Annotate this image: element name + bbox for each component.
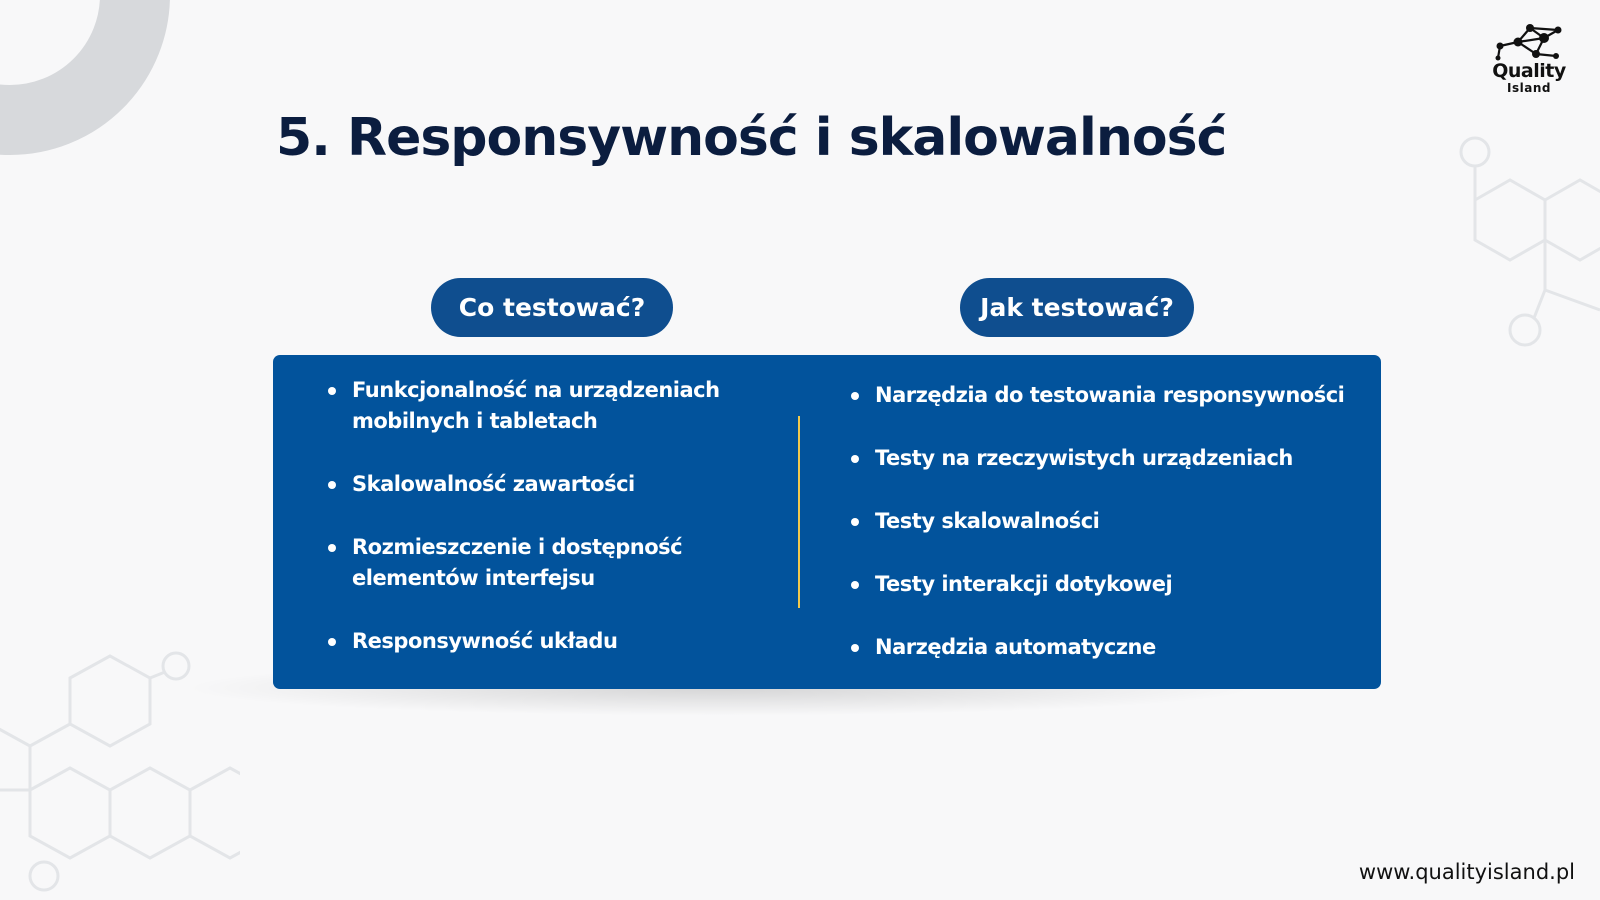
- quality-island-logo: [1484, 20, 1574, 95]
- list-item: Narzędzia automatyczne: [851, 632, 1361, 663]
- list-item: Funkcjonalność na urządzeniach mobilnych i tabletach: [328, 375, 798, 437]
- how-to-test-list: [851, 380, 1361, 695]
- column-divider: [798, 416, 800, 608]
- footer-url: www.qualityisland.pl: [1358, 860, 1575, 884]
- list-item: Rozmieszczenie i dostępność elementów interfejsu: [328, 532, 798, 594]
- list-item: Narzędzia do testowania responsywności: [851, 380, 1361, 411]
- how-to-test-heading: Jak testować?: [960, 278, 1194, 337]
- logo-text-quality: Quality: [1492, 60, 1566, 82]
- logo-text-island: Island: [1507, 81, 1551, 95]
- network-graph-icon: [1492, 20, 1566, 62]
- list-item: Testy interakcji dotykowej: [851, 569, 1361, 600]
- list-item: Testy skalowalności: [851, 506, 1361, 537]
- what-to-test-heading: Co testować?: [431, 278, 673, 337]
- molecule-decoration-right: [1430, 120, 1600, 360]
- list-item: Testy na rzeczywistych urządzeniach: [851, 443, 1361, 474]
- decorative-ring: [0, 0, 170, 155]
- what-to-test-list: [328, 375, 798, 689]
- list-item: Responsywność układu: [328, 626, 798, 657]
- slide-title: 5. Responsywność i skalowalność: [276, 108, 1227, 168]
- list-item: Skalowalność zawartości: [328, 469, 798, 500]
